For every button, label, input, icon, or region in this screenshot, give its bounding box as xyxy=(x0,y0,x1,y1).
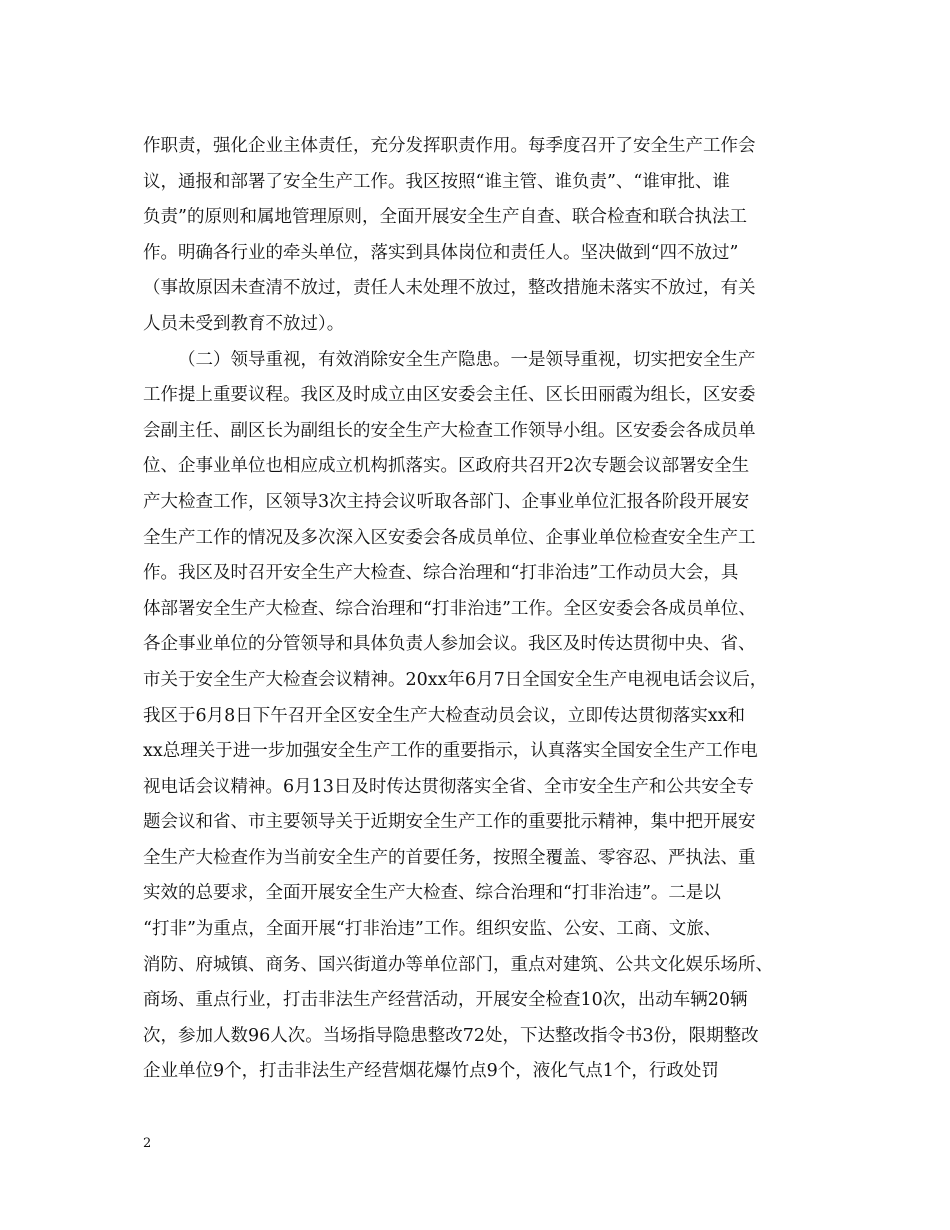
text-line: 市关于安全生产大检查会议精神。20xx年6月7日全国安全生产电视电话会议后， xyxy=(143,669,768,690)
text-line: xx总理关于进一步加强安全生产工作的重要指示，认真落实全国安全生产工作电 xyxy=(143,741,758,762)
text-line: 产大检查工作，区领导3次主持会议听取各部门、企事业单位汇报各阶段开展安 xyxy=(143,491,750,512)
text-line: 各企事业单位的分管领导和具体负责人参加会议。我区及时传达贯彻中央、省、 xyxy=(143,634,756,655)
text-line: 作职责，强化企业主体责任，充分发挥职责作用。每季度召开了安全生产工作会 xyxy=(143,136,756,156)
text-line: 我区于6月8日下午召开全区安全生产大检查动员会议，立即传达贯彻落实xx和 xyxy=(143,705,746,726)
text-line: 工作提上重要议程。我区及时成立由区安委会主任、区长田丽霞为组长，区安委 xyxy=(143,385,756,406)
text-line: 全生产大检查作为当前安全生产的首要任务，按照全覆盖、零容忍、严执法、重 xyxy=(143,847,756,868)
text-line: 作。明确各行业的牵头单位，落实到具体岗位和责任人。坚决做到“四不放过” xyxy=(143,242,739,263)
text-line: 题会议和省、市主要领导关于近期安全生产工作的重要批示精神，集中把开展安 xyxy=(143,812,756,833)
text-line: 会副主任、副区长为副组长的安全生产大检查工作领导小组。区安委会各成员单 xyxy=(143,420,756,441)
text-line: 商场、重点行业，打击非法生产经营活动，开展安全检查10次，出动车辆20辆 xyxy=(143,990,748,1011)
text-line-paragraph-start: （二）领导重视，有效消除安全生产隐患。一是领导重视，切实把安全生产 xyxy=(178,349,756,370)
text-line: 人员未受到教育不放过）。 xyxy=(143,313,345,334)
text-line: 体部署安全生产大检查、综合治理和“打非治违”工作。全区安委会各成员单位、 xyxy=(143,598,756,619)
text-line: 次，参加人数96人次。当场指导隐患整改72处，下达整改指令书3份，限期整改 xyxy=(143,1025,759,1046)
text-line: 作。我区及时召开安全生产大检查、综合治理和“打非治违”工作动员大会，具 xyxy=(143,563,739,584)
text-line: （事故原因未查清不放过，责任人未处理不放过，整改措施未落实不放过，有关 xyxy=(143,278,756,299)
text-line: 全生产工作的情况及多次深入区安委会各成员单位、企事业单位检查安全生产工 xyxy=(143,527,756,548)
page-number: 2 xyxy=(143,1136,152,1151)
text-line: 视电话会议精神。6月13日及时传达贯彻落实全省、全市安全生产和公共安全专 xyxy=(143,776,754,797)
text-line: 实效的总要求，全面开展安全生产大检查、综合治理和“打非治违”。二是以 xyxy=(143,883,721,904)
body-text xyxy=(143,129,813,1090)
text-line: 议，通报和部署了安全生产工作。我区按照“谁主管、谁负责”、“谁审批、谁 xyxy=(143,171,730,192)
text-line: 企业单位9个，打击非法生产经营烟花爆竹点9个，液化气点1个，行政处罚 xyxy=(143,1061,719,1082)
text-line: 负责”的原则和属地管理原则，全面开展安全生产自查、联合检查和联合执法工 xyxy=(143,207,747,228)
text-line: 位、企事业单位也相应成立机构抓落实。区政府共召开2次专题会议部署安全生 xyxy=(143,456,750,477)
text-line: 消防、府城镇、商务、国兴街道办等单位部门，重点对建筑、公共文化娱乐场所、 xyxy=(143,954,773,975)
text-line: “打非”为重点，全面开展“打非治违”工作。组织安监、公安、工商、文旅、 xyxy=(143,919,722,940)
